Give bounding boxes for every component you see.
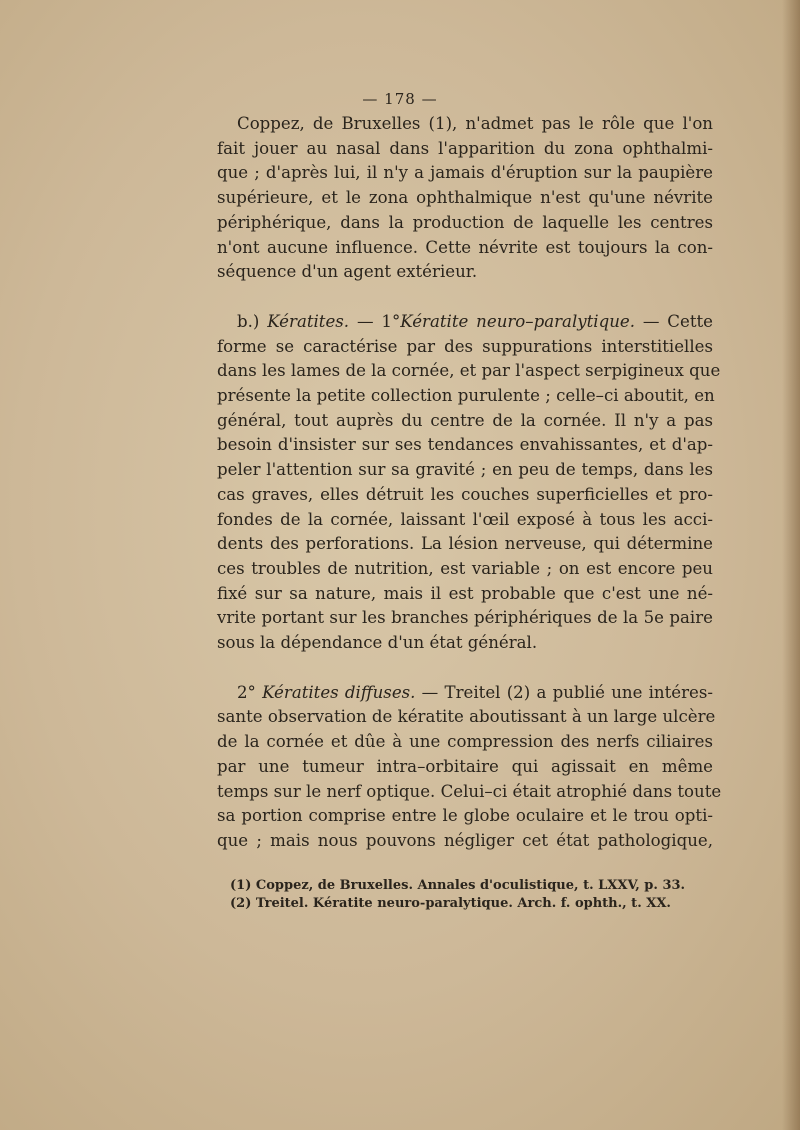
body-text <box>217 112 722 854</box>
text-line: général, tout auprès du centre de la cornée. Il n'y a pas <box>217 410 713 430</box>
text-line: Coppez, de Bruxelles (1), n'admet pas le rôle que l'on <box>237 114 713 133</box>
text-line: que ; mais nous pouvons négliger cet état pathologique, <box>217 830 713 850</box>
footnote-2: (2) Treitel. Kératite neuro-paralytique. Arch. f. ophth., t. XX. <box>230 896 671 911</box>
text-line: périphérique, dans la production de laquelle les centres <box>217 212 713 232</box>
heading-prefix: b.) <box>237 311 268 331</box>
page-number: — 178 — <box>362 90 438 108</box>
section-heading-keratites-diffuses <box>217 681 713 706</box>
heading-italic: Kératites. <box>267 311 350 331</box>
text-line: séquence d'un agent extérieur. <box>217 262 478 282</box>
text-line: supérieure, et le zona ophthalmique n'est qu'une névrite <box>217 188 713 208</box>
text-line: de la cornée et dûe à une compression des nerfs ciliaires <box>217 732 713 752</box>
text-line: forme se caractérise par des suppurations interstitielles <box>217 336 713 356</box>
paragraph-2 <box>217 310 721 656</box>
heading-italic: Kératites diffuses. <box>262 682 416 702</box>
heading-rest: — Cette <box>635 311 713 331</box>
text-line: sa portion comprise entre le globe oculaire et le trou opti- <box>217 806 713 826</box>
footnote-1: (1) Coppez, de Bruxelles. Annales d'oculistique, t. LXXV, p. 33. <box>230 878 686 893</box>
text-line: fixé sur sa nature, mais il est probable que c'est une né- <box>217 583 713 603</box>
text-line: par une tumeur intra–orbitaire qui agissait en même <box>217 756 713 776</box>
text-line: peler l'attention sur sa gravité ; en peu de temps, dans les <box>217 460 713 480</box>
paragraph-1 <box>217 112 713 285</box>
text-line: besoin d'insister sur ses tendances envahissantes, et d'ap- <box>217 435 713 455</box>
text-line: sous la dépendance d'un état général. <box>217 633 538 653</box>
text-line: sante observation de kératite aboutissant à un large ulcère <box>217 707 716 727</box>
footnotes <box>230 877 710 913</box>
text-line: présente la petite collection purulente ; celle–ci aboutit, en <box>217 386 715 406</box>
text-line: ces troubles de nutrition, est variable ; on est encore peu <box>217 558 713 578</box>
text-line: temps sur le nerf optique. Celui–ci était atrophié dans toute <box>217 781 722 801</box>
page-edge-shadow <box>782 0 800 1130</box>
paragraph-3 <box>217 681 722 854</box>
text-line: fait jouer au nasal dans l'apparition du zona ophthalmi- <box>217 138 713 158</box>
heading-prefix: 2° <box>237 682 263 702</box>
text-line: vrite portant sur les branches périphériques de la 5e paire <box>217 608 713 628</box>
text-line: n'ont aucune influence. Cette névrite est toujours la con- <box>217 237 713 257</box>
text-line: cas graves, elles détruit les couches superficielles et pro- <box>217 484 713 504</box>
heading-rest: — Treitel (2) a publié une intéres- <box>415 682 713 702</box>
heading-separator: — 1° <box>349 311 401 331</box>
section-heading-keratites <box>217 310 713 335</box>
text-line: fondes de la cornée, laissant l'œil exposé à tous les acci- <box>217 509 713 529</box>
text-line: dans les lames de la cornée, et par l'aspect serpigineux que <box>217 361 721 381</box>
text-line: dents des perforations. La lésion nerveuse, qui détermine <box>217 534 713 554</box>
heading-italic-subtitle: Kératite neuro–paralytique. <box>400 311 635 331</box>
text-line: que ; d'après lui, il n'y a jamais d'éruption sur la paupière <box>217 163 713 183</box>
